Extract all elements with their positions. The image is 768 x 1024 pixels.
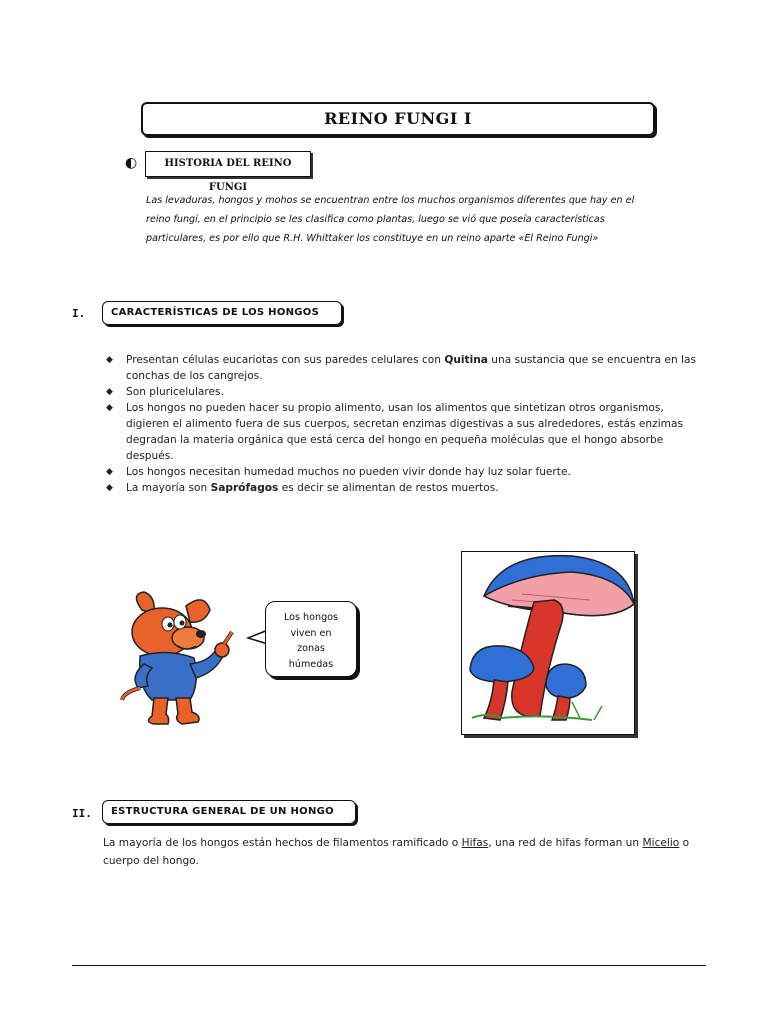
diamond-bullet-icon: ◆ xyxy=(106,403,113,413)
term-saprofagos: Saprófagos xyxy=(210,482,279,494)
diamond-bullet-icon: ◆ xyxy=(106,467,113,477)
footer-divider xyxy=(72,965,706,966)
term-hifas: Hifas xyxy=(461,837,489,849)
bubble-line: zonas xyxy=(297,643,325,654)
list-item: ◆ La mayoría son Saprófagos es decir se alimentan de restos muertos. xyxy=(106,482,499,494)
list-item: ◆ Los hongos no pueden hacer su propio alimento, usan los alimentos que sintetizan otros organismos, digieren el alimento fuera de sus cuerpos, secretan enzimas digestivas a sus alrededores, estás enzimas degradan la materia orgánica que está cerca del hongo en pequeña moléculas que el hongo absorbe después. xyxy=(106,402,683,462)
characteristics-list xyxy=(104,352,709,496)
cartoon-dog-illustration xyxy=(112,588,236,728)
section-1-number: I. xyxy=(72,307,86,320)
bubble-line: húmedas xyxy=(288,658,334,670)
list-item: ◆ Presentan células eucariotas con sus paredes celulares con Quitina una sustancia que se encuentra en las conchas de los cangrejos. xyxy=(106,354,696,382)
section-2-number: II. xyxy=(72,807,92,820)
term-micelio: Micelio xyxy=(642,837,680,849)
mushroom-illustration xyxy=(462,552,634,734)
history-paragraph: Las levaduras, hongos y mohos se encuentran entre los muchos organismos diferentes que hay en el reino fungi, en el principio se les clasifica como plantas, luego se vió que poseía características particulares, es por ello que R.H. Whittaker los constituye en un reino aparte «El Reino Fungi» xyxy=(146,195,635,244)
term-quitina: Quitina xyxy=(444,354,488,366)
mushroom-illustration-frame xyxy=(461,551,635,735)
page-title: REINO FUNGI I xyxy=(141,102,655,136)
diamond-bullet-icon: ◆ xyxy=(106,355,113,365)
section-1-heading: CARACTERÍSTICAS DE LOS HONGOS xyxy=(102,301,342,325)
speech-bubble xyxy=(265,601,357,677)
history-heading: HISTORIA DEL REINO FUNGI xyxy=(145,151,311,177)
list-item: ◆ Los hongos necesitan humedad muchos no pueden vivir donde hay luz solar fuerte. xyxy=(106,466,571,478)
structure-paragraph: La mayoría de los hongos están hechos de filamentos ramificado o Hifas, una red de hifas forman un Micelio o cuerpo del hongo. xyxy=(103,837,690,867)
bubble-line: Los hongos xyxy=(283,612,339,623)
history-bullet-icon: ◐ xyxy=(125,155,138,171)
diamond-bullet-icon: ◆ xyxy=(106,387,113,397)
section-2-heading: ESTRUCTURA GENERAL DE UN HONGO xyxy=(102,800,356,824)
bubble-line: viven en xyxy=(290,627,332,639)
list-item: ◆ Son pluricelulares. xyxy=(106,386,224,398)
diamond-bullet-icon: ◆ xyxy=(106,483,113,493)
